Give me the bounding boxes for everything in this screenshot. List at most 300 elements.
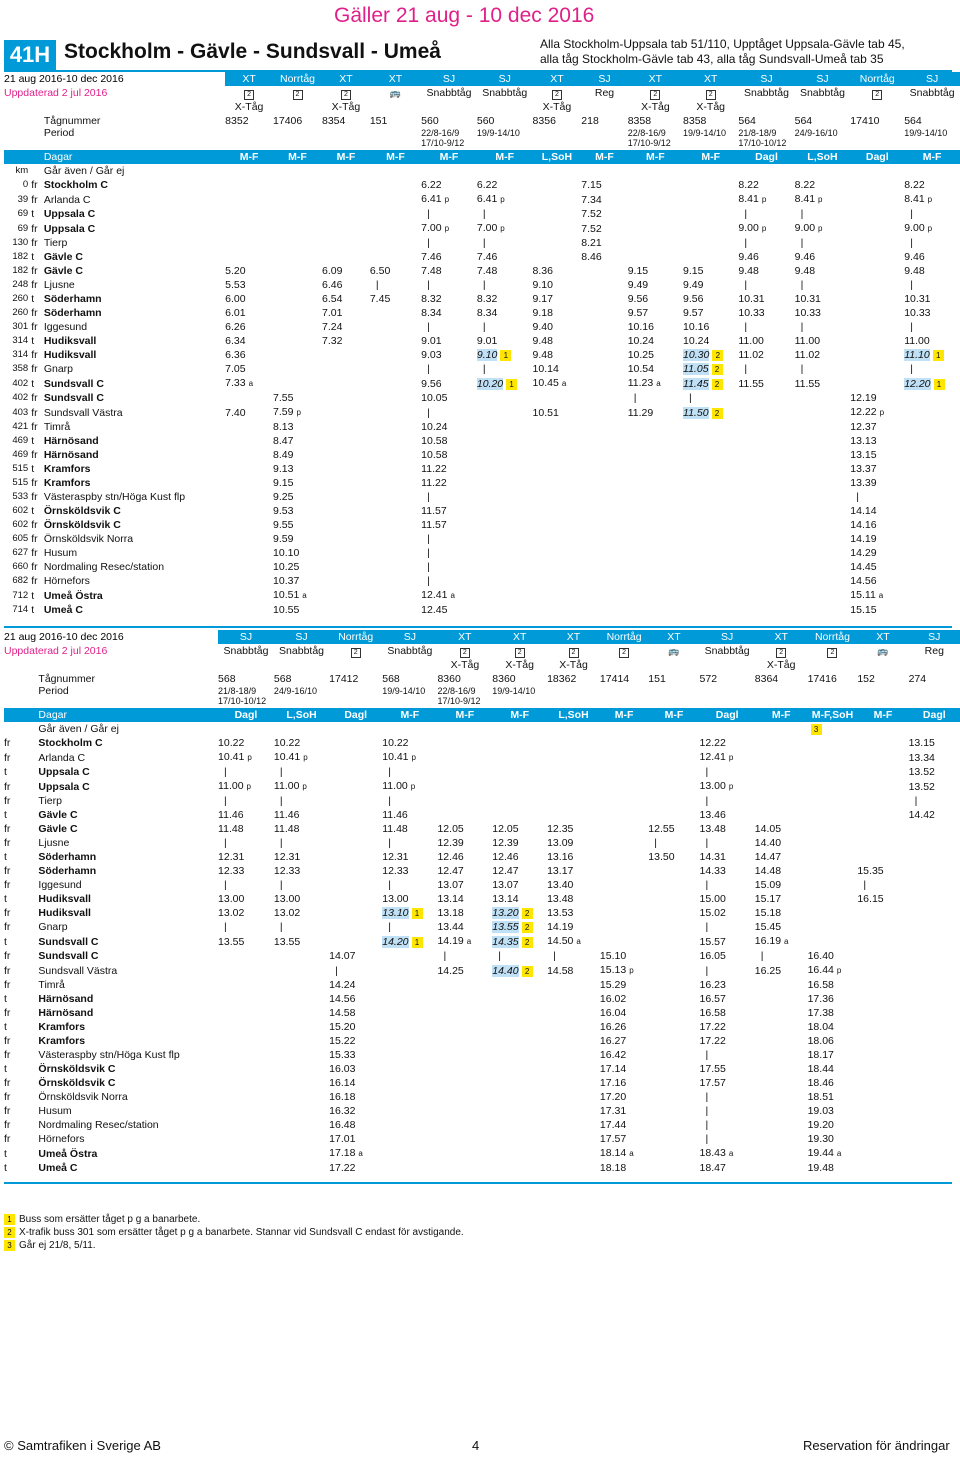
time-cell <box>477 532 533 546</box>
time-value: 10.58 <box>421 449 448 461</box>
time-cell <box>648 1146 699 1161</box>
time-value: 12.47 <box>492 865 519 877</box>
time-cell <box>581 236 627 250</box>
time-cell <box>628 376 683 391</box>
time-cell <box>273 250 322 264</box>
time-value: 13.14 <box>492 893 519 905</box>
station-name: Nordmaling Resec/station <box>43 561 165 573</box>
time-cell <box>648 808 699 822</box>
divider <box>4 626 952 628</box>
time-cell <box>492 920 547 934</box>
footnote-text: X-trafik buss 301 som ersätter tåget p g a banarbete. Stannar vid Sundsvall C endast för avstigande. <box>19 1227 464 1238</box>
time-value: 13.44 <box>437 921 464 933</box>
time-value: 18.14 <box>599 1147 627 1159</box>
time-cell <box>700 978 755 992</box>
time-cell <box>755 864 808 878</box>
time-value: 12.33 <box>273 865 301 877</box>
updated-date: Uppdaterad 2 jul 2016 <box>4 645 108 657</box>
validity-title: Gäller 21 aug - 10 dec 2016 <box>334 4 595 27</box>
km-cell: 402 <box>12 377 29 389</box>
time-cell <box>648 1161 699 1175</box>
station-row <box>4 264 960 278</box>
days-cell: M-F <box>382 708 437 722</box>
station-row <box>4 603 960 617</box>
from-to: t <box>4 809 7 821</box>
station-name: Stockholm C <box>43 179 109 191</box>
station-name: Kramfors <box>38 1021 86 1033</box>
time-cell <box>329 892 382 906</box>
time-value: | <box>705 921 709 933</box>
time-cell <box>533 292 582 306</box>
station-name: Västeraspby stn/Höga Kust flp <box>43 491 186 503</box>
station-name: Härnösand <box>43 449 99 461</box>
time-cell <box>477 560 533 574</box>
time-cell <box>382 1146 437 1161</box>
station-row <box>4 779 960 794</box>
time-value: 16.27 <box>599 1035 627 1047</box>
time-cell <box>850 574 904 588</box>
time-value: 13.10 <box>382 907 409 919</box>
header-note-line1: Alla Stockholm-Uppsala tab 51/110, Upptåget Uppsala-Gävle tab 45, <box>540 37 905 51</box>
time-cell <box>738 178 794 192</box>
time-cell <box>755 892 808 906</box>
time-cell <box>648 892 699 906</box>
time-cell <box>909 878 960 892</box>
km-cell: 712 <box>12 589 29 601</box>
time-cell <box>683 320 738 334</box>
train-type-cell <box>273 86 322 100</box>
time-cell <box>370 348 421 362</box>
time-cell <box>600 750 648 765</box>
time-cell <box>477 448 533 462</box>
time-cell <box>600 1161 648 1175</box>
time-cell <box>370 306 421 320</box>
time-cell <box>738 504 794 518</box>
time-cell <box>492 1020 547 1034</box>
operator-cell: Norrtåg <box>600 630 648 644</box>
time-value: 6.09 <box>322 265 343 277</box>
time-cell <box>795 546 851 560</box>
time-cell <box>225 334 273 348</box>
station-name: Hudiksvall <box>43 335 97 347</box>
time-cell <box>477 207 533 221</box>
period-cell: 21/8-18/9 17/10-10/12 <box>738 128 787 148</box>
time-cell <box>492 822 547 836</box>
time-value: 9.15 <box>683 265 704 277</box>
time-cell <box>600 1006 648 1020</box>
time-cell <box>225 221 273 236</box>
time-cell <box>600 836 648 850</box>
time-cell <box>437 794 492 808</box>
time-cell <box>477 278 533 292</box>
note-cell <box>648 722 699 736</box>
time-cell <box>648 765 699 779</box>
time-value: 10.33 <box>904 307 931 319</box>
days-label: Dagar <box>38 708 218 722</box>
time-cell <box>738 250 794 264</box>
time-cell <box>700 878 755 892</box>
time-value: 13.15 <box>908 737 935 749</box>
time-cell <box>904 603 960 617</box>
time-cell <box>628 236 683 250</box>
time-cell <box>795 207 851 221</box>
time-value: 11.02 <box>738 349 764 361</box>
station-row <box>4 892 960 906</box>
time-cell <box>648 1006 699 1020</box>
period-label: Period <box>38 686 69 697</box>
time-cell <box>492 992 547 1006</box>
time-cell <box>808 1118 858 1132</box>
time-value: | <box>705 766 709 778</box>
time-cell <box>628 560 683 574</box>
time-cell <box>738 476 794 490</box>
time-cell <box>700 1146 755 1161</box>
time-cell <box>322 603 370 617</box>
time-value: 13.40 <box>547 879 574 891</box>
time-cell <box>492 750 547 765</box>
time-value: | <box>388 837 391 849</box>
time-value: 11.10 <box>904 349 930 361</box>
time-cell <box>581 546 627 560</box>
time-cell <box>683 603 738 617</box>
station-row <box>4 362 960 376</box>
time-value: | <box>279 921 283 933</box>
days-cell: Dagl <box>218 708 274 722</box>
station-row <box>4 221 960 236</box>
time-value: 12.31 <box>218 851 245 863</box>
time-value: 9.49 <box>683 279 704 291</box>
time-cell <box>322 348 370 362</box>
time-suffix: a <box>878 591 884 600</box>
station-name: Söderhamn <box>43 293 102 305</box>
time-value: | <box>910 321 913 333</box>
time-cell <box>322 518 370 532</box>
station-name: Gävle C <box>43 265 83 277</box>
time-value: | <box>744 208 748 220</box>
time-cell <box>904 306 960 320</box>
time-value: | <box>910 279 913 291</box>
time-cell <box>581 292 627 306</box>
operator-cell: Norrtåg <box>850 72 904 86</box>
time-value: 7.52 <box>581 208 602 220</box>
time-cell <box>274 906 329 920</box>
time-cell <box>329 864 382 878</box>
days-cell: Dagl <box>700 708 755 722</box>
time-value: 9.46 <box>738 251 759 263</box>
time-cell <box>581 391 627 405</box>
time-cell <box>329 808 382 822</box>
time-value: 18.44 <box>807 1063 834 1075</box>
time-value: 6.54 <box>322 293 343 305</box>
time-cell <box>273 518 322 532</box>
time-value: | <box>800 279 804 291</box>
time-cell <box>533 306 582 320</box>
time-value: 10.16 <box>627 321 654 333</box>
time-cell <box>808 1076 858 1090</box>
time-cell <box>477 546 533 560</box>
time-value: 14.48 <box>754 865 782 877</box>
train-type-cell <box>857 644 908 658</box>
time-cell <box>850 518 904 532</box>
time-cell <box>322 334 370 348</box>
time-value: 6.50 <box>369 265 391 277</box>
time-cell <box>477 192 533 207</box>
time-value: 16.48 <box>329 1119 356 1131</box>
time-value: 19.30 <box>807 1133 834 1145</box>
station-row <box>4 334 960 348</box>
from-to: fr <box>4 751 11 764</box>
time-cell <box>904 420 960 434</box>
time-cell <box>600 1062 648 1076</box>
time-cell <box>533 434 582 448</box>
time-cell <box>322 462 370 476</box>
time-cell <box>492 1090 547 1104</box>
page-number: 4 <box>472 1438 480 1453</box>
note-cell <box>273 164 322 178</box>
time-value: 17.44 <box>599 1119 627 1131</box>
time-value: 14.20 <box>382 935 409 948</box>
time-cell <box>628 518 683 532</box>
time-cell <box>683 334 738 348</box>
xtag-cell <box>370 100 421 114</box>
time-cell <box>370 574 421 588</box>
time-cell <box>628 348 683 362</box>
time-cell <box>273 462 322 476</box>
note-cell <box>533 164 582 178</box>
time-cell <box>370 462 421 476</box>
km-cell: 314 <box>12 349 29 360</box>
time-cell <box>648 934 699 949</box>
second-class-icon: 2 <box>293 90 303 100</box>
second-class-icon: 2 <box>619 648 629 658</box>
time-cell <box>370 362 421 376</box>
time-cell <box>857 1090 908 1104</box>
time-cell <box>370 178 421 192</box>
time-cell <box>755 1118 808 1132</box>
from-to: fr <box>4 780 11 793</box>
time-cell <box>600 1090 648 1104</box>
footnote-text: Buss som ersätter tåget p g a banarbete. <box>19 1214 201 1225</box>
time-cell <box>274 1104 329 1118</box>
time-cell <box>225 362 273 376</box>
time-value: 10.10 <box>273 547 300 559</box>
time-cell <box>628 207 683 221</box>
xtag-row <box>4 100 960 114</box>
xtag-cell <box>700 658 755 672</box>
time-cell <box>218 779 274 794</box>
time-cell <box>274 765 329 779</box>
xtag-cell <box>382 658 437 672</box>
train-number: 8364 <box>754 673 779 685</box>
time-value: 6.36 <box>225 349 246 361</box>
time-cell <box>648 1020 699 1034</box>
operator-cell: SJ <box>274 630 329 644</box>
time-value: 11.46 <box>273 809 300 821</box>
km-cell: 602 <box>12 505 29 516</box>
days-cell: M-F <box>857 708 908 722</box>
time-cell <box>274 1020 329 1034</box>
footnote-text: Går ej 21/8, 5/11. <box>19 1240 96 1251</box>
time-value: 8.41 <box>794 193 816 205</box>
time-cell <box>738 560 794 574</box>
station-name: Stockholm C <box>38 737 103 749</box>
from-to: fr <box>4 795 11 807</box>
operator-cell: SJ <box>218 630 274 644</box>
xtag-cell: X-Tåg <box>559 659 588 671</box>
xtag-cell: X-Tåg <box>542 101 572 113</box>
footnote-ref: 2 <box>522 908 533 919</box>
time-suffix: a <box>248 379 254 388</box>
days-cell: Dagl <box>909 708 960 722</box>
time-value: 6.01 <box>225 307 246 319</box>
train-number: 17416 <box>807 673 837 685</box>
time-cell <box>492 1104 547 1118</box>
time-cell <box>477 504 533 518</box>
station-row <box>4 808 960 822</box>
time-cell <box>492 1118 547 1132</box>
time-value: 17.57 <box>599 1133 627 1145</box>
period-cell: 19/9-14/10 <box>904 128 948 138</box>
time-cell <box>329 1146 382 1161</box>
period-cell <box>322 128 370 150</box>
time-cell <box>755 808 808 822</box>
time-cell <box>322 420 370 434</box>
time-cell <box>909 1161 960 1175</box>
time-value: 9.10 <box>532 279 553 291</box>
time-cell <box>738 588 794 603</box>
days-cell: Dagl <box>329 708 382 722</box>
station-row <box>4 560 960 574</box>
time-value: 16.03 <box>329 1063 356 1075</box>
time-value: | <box>705 879 709 891</box>
train-type-cell <box>370 86 421 100</box>
note-cell <box>850 164 904 178</box>
time-cell <box>857 822 908 836</box>
time-cell <box>274 822 329 836</box>
time-cell <box>738 306 794 320</box>
time-cell <box>700 1132 755 1146</box>
time-cell <box>628 490 683 504</box>
time-cell <box>904 207 960 221</box>
station-row <box>4 822 960 836</box>
second-class-icon: 2 <box>776 648 786 658</box>
km-cell: 469 <box>12 435 29 446</box>
time-cell <box>329 963 382 978</box>
time-value: 9.10 <box>476 349 498 361</box>
time-cell <box>477 462 533 476</box>
time-cell <box>904 504 960 518</box>
time-cell <box>225 462 273 476</box>
time-cell <box>755 1062 808 1076</box>
time-value: | <box>705 1105 709 1117</box>
time-cell <box>581 420 627 434</box>
time-cell <box>904 221 960 236</box>
time-cell <box>850 236 904 250</box>
xtag-cell <box>329 658 382 672</box>
time-cell <box>857 1132 908 1146</box>
time-value: | <box>482 363 486 375</box>
note-label: Går även / Går ej <box>38 723 119 735</box>
time-value: 14.14 <box>850 505 877 517</box>
time-value: | <box>910 363 913 375</box>
time-cell <box>329 992 382 1006</box>
time-value: 16.44 <box>807 964 834 976</box>
time-cell <box>218 808 274 822</box>
station-row <box>4 178 960 192</box>
time-cell <box>492 934 547 949</box>
time-cell <box>795 588 851 603</box>
period-cell: 19/9-14/10 <box>382 686 426 696</box>
station-row <box>4 1020 960 1034</box>
time-cell <box>492 808 547 822</box>
time-suffix: p <box>247 753 252 762</box>
station-name: Sundsvall C <box>43 392 104 404</box>
train-type-cell: Snabbtåg <box>279 645 325 657</box>
time-value: | <box>427 321 430 333</box>
time-cell <box>421 236 477 250</box>
time-cell <box>370 320 421 334</box>
station-row <box>4 504 960 518</box>
time-cell <box>628 504 683 518</box>
km-cell: 682 <box>12 575 29 586</box>
time-value: 10.31 <box>904 293 931 305</box>
note-cell <box>274 722 329 736</box>
spacer <box>4 686 38 708</box>
time-cell <box>370 192 421 207</box>
time-cell <box>808 949 858 963</box>
time-value: 8.41 <box>904 193 925 205</box>
time-value: 11.00 <box>218 780 244 792</box>
station-row <box>4 934 960 949</box>
time-value: 9.55 <box>273 519 294 531</box>
period-cell <box>273 128 322 150</box>
time-value: 15.57 <box>699 935 726 948</box>
period-cell <box>909 686 960 708</box>
operator-cell: SJ <box>421 72 477 86</box>
time-cell <box>738 490 794 504</box>
time-value: 12.22 <box>850 406 877 418</box>
days-cell: M-F,SoH <box>808 708 858 722</box>
time-value: 8.46 <box>581 251 602 263</box>
station-row <box>4 236 960 250</box>
time-cell <box>808 822 858 836</box>
time-cell <box>218 736 274 750</box>
time-cell <box>218 1146 274 1161</box>
time-cell <box>850 278 904 292</box>
time-value: 7.33 <box>225 377 246 389</box>
time-cell <box>437 850 492 864</box>
time-value: 19.03 <box>807 1105 834 1117</box>
time-value: 13.48 <box>699 823 726 835</box>
train-number: 152 <box>857 673 875 685</box>
time-cell <box>273 320 322 334</box>
time-cell <box>533 236 582 250</box>
from-to: fr <box>4 907 11 919</box>
time-suffix: a <box>302 591 307 600</box>
time-cell <box>533 574 582 588</box>
time-cell <box>808 1132 858 1146</box>
time-value: | <box>388 766 391 778</box>
time-cell <box>850 490 904 504</box>
time-value: 18.43 <box>699 1147 726 1159</box>
time-value: 14.05 <box>754 823 782 835</box>
time-cell <box>273 391 322 405</box>
time-value: 14.56 <box>850 575 877 587</box>
from-to: fr <box>4 979 11 991</box>
time-cell <box>382 920 437 934</box>
time-cell <box>533 250 582 264</box>
from-to: fr <box>31 349 38 361</box>
